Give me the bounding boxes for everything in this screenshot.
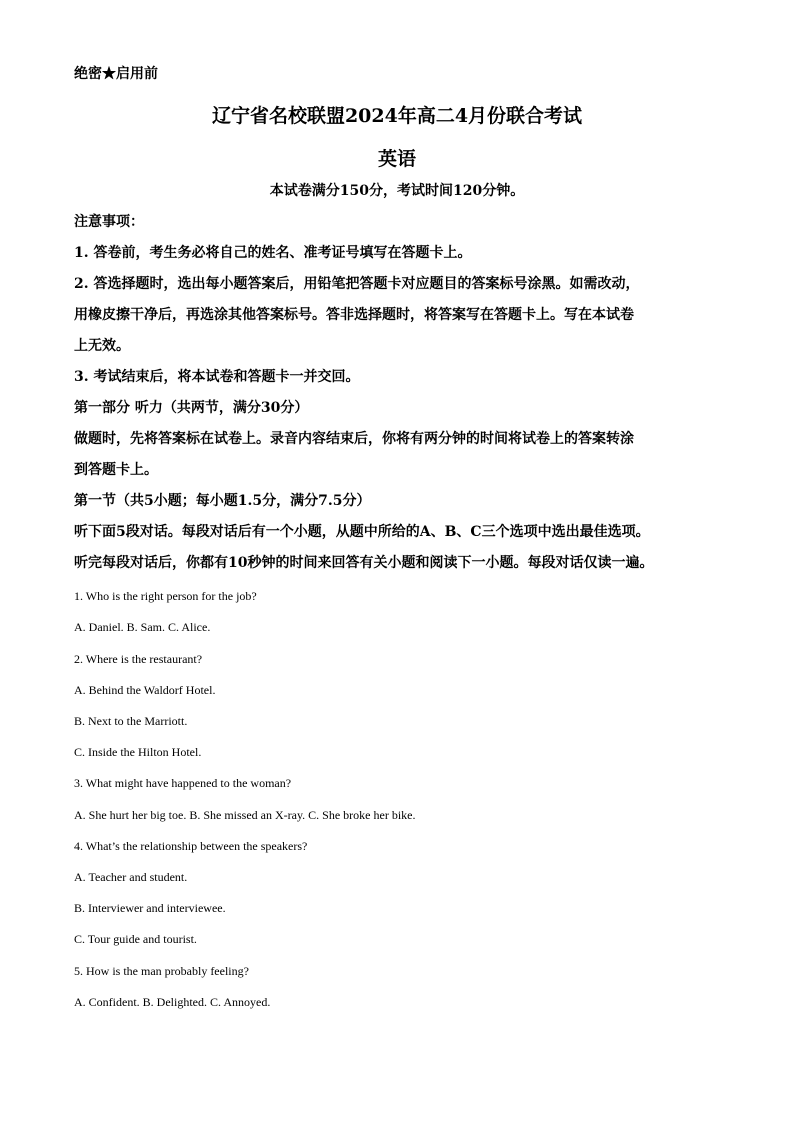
section1-heading: 第一节（共5小题；每小题1.5分，满分7.5分） [74,493,371,509]
part1-heading: 第一部分 听力（共两节，满分30分） [74,400,309,416]
note-item-2-line-2: 用橡皮擦干净后，再选涂其他答案标号。答非选择题时，将答案写在答题卡上。写在本试卷 [74,307,634,323]
notes-heading: 注意事项： [74,214,144,230]
confidential-label: 绝密★启用前 [74,66,158,82]
subject-title: 英语 [377,148,416,170]
exam-title: 辽宁省名校联盟2024年高二4月份联合考试 [211,105,583,127]
note-item-2-line-3: 上无效。 [74,338,130,354]
question-4-option-b: B. Interviewer and interviewee. [74,901,226,915]
question-1-options: A. Daniel. B. Sam. C. Alice. [74,620,211,634]
section1-instruction-line-2: 听完每段对话后，你都有10秒钟的时间来回答有关小题和阅读下一小题。每段对话仅读一遍。 [74,555,654,571]
question-2-option-b: B. Next to the Marriott. [74,714,188,728]
question-2-option-c: C. Inside the Hilton Hotel. [74,745,202,759]
exam-info: 本试卷满分150分，考试时间120分钟。 [269,183,525,199]
part1-instruction-line-1: 做题时，先将答案标在试卷上。录音内容结束后，你将有两分钟的时间将试卷上的答案转涂 [74,431,634,447]
question-5-options: A. Confident. B. Delighted. C. Annoyed. [74,995,271,1009]
question-2: 2. Where is the restaurant? [74,652,203,666]
note-item-3: 3. 考试结束后，将本试卷和答题卡一并交回。 [74,369,360,385]
question-4-option-a: A. Teacher and student. [74,870,188,884]
question-1: 1. Who is the right person for the job? [74,589,257,603]
part1-instruction-line-2: 到答题卡上。 [74,462,158,478]
question-4-option-c: C. Tour guide and tourist. [74,932,197,946]
note-item-2-line-1: 2. 答选择题时，选出每小题答案后，用铅笔把答题卡对应题目的答案标号涂黑。如需改动， [74,276,640,292]
question-3: 3. What might have happened to the woman? [74,776,292,790]
question-2-option-a: A. Behind the Waldorf Hotel. [74,683,216,697]
note-item-1: 1. 答卷前，考生务必将自己的姓名、准考证号填写在答题卡上。 [74,245,472,261]
section1-instruction-line-1: 听下面5段对话。每段对话后有一个小题，从题中所给的A、B、C三个选项中选出最佳选项。 [74,524,650,540]
question-4: 4. What’s the relationship between the speakers? [74,839,308,853]
question-5: 5. How is the man probably feeling? [74,964,249,978]
question-3-options: A. She hurt her big toe. B. She missed an X-ray. C. She broke her bike. [74,808,416,822]
